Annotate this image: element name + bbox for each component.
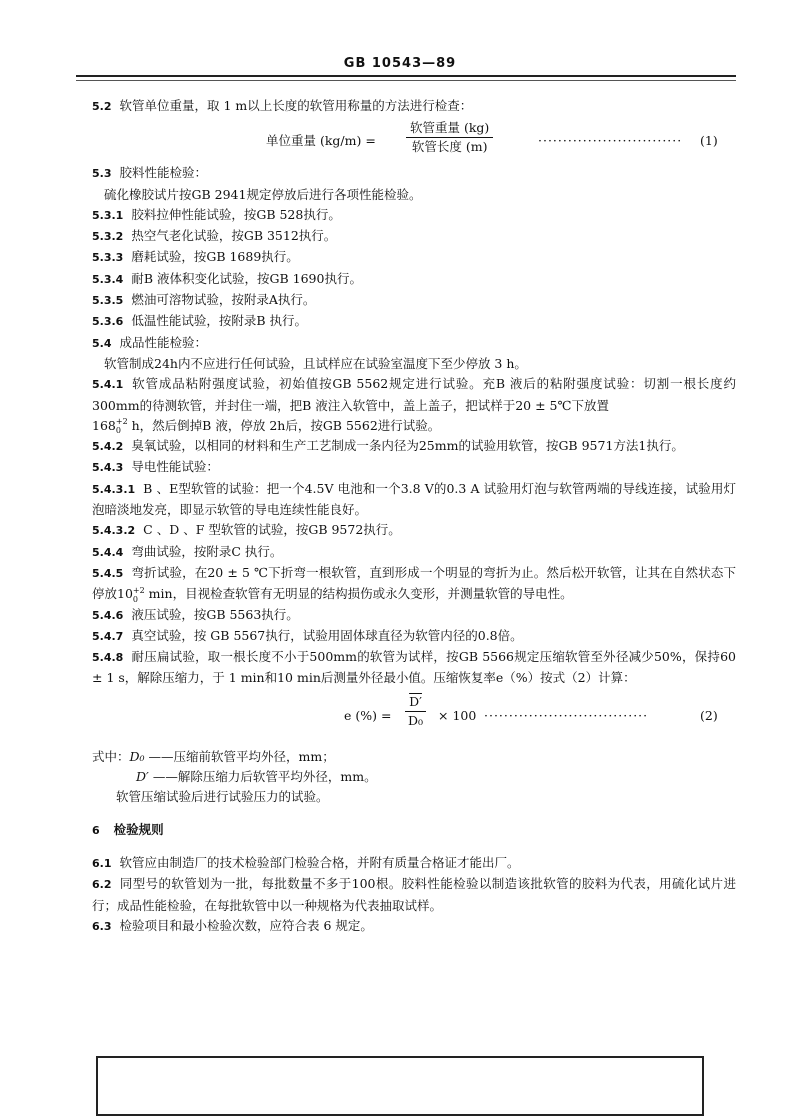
clause-text: 同型号的软管划为一批，每批数量不多于100根。胶料性能检验以制造该批软管的胶料为代表，用硫化试片进行；成品性能检验，在每批软管中以一种规格为代表抽取试样。 [92, 876, 736, 913]
clause-number: 6.3 [92, 919, 112, 933]
clause-number: 5.4.2 [92, 440, 124, 454]
clause-text: 热空气老化试验，按GB 3512执行。 [131, 228, 337, 244]
clause-number: 5.4.8 [92, 651, 124, 665]
clause-5-3-5 [92, 290, 736, 311]
clause-6-3 [92, 916, 736, 937]
clause-5-4-7 [92, 626, 736, 647]
clause-6-2 [92, 874, 736, 916]
clause-text-tail-b: h，然后倒掉B 液，停放 2h后，按GB 5562进行试验。 [127, 417, 441, 433]
clause-5-4-8 [92, 647, 736, 689]
clause-number: 5.3.3 [92, 251, 124, 265]
clause-text: 成品性能检验： [119, 334, 208, 350]
clause-number: 5.2 [92, 100, 112, 113]
clause-text: 臭氧试验，以相同的材料和生产工艺制成一条内径为25mm的试验用软管，按GB 9571方法1执行。 [131, 438, 684, 454]
tolerance-upper: +2 [115, 417, 128, 427]
compression-note: 软管压缩试验后进行试验压力的试验。 [116, 789, 329, 805]
clause-number: 5.4.4 [92, 545, 124, 559]
clause-text-a: 弯折试验，在20 ± 5 ℃下折弯一根软管，直到形成一个明显的弯折为止。然后松开软管，让其在自然状态下停放10 [92, 564, 736, 602]
header-rule-thin [76, 80, 736, 81]
clause-number: 5.4.3 [92, 461, 124, 475]
clause-5-4-3-2 [92, 520, 736, 541]
clause-5-2 [92, 96, 736, 117]
clause-number: 5.4.3.1 [92, 482, 136, 496]
clause-5-4-3-1 [92, 479, 736, 521]
clause-text: 软管成品粘附强度试验，初始值按GB 5562规定进行试验。充B 液后的粘附强度试验：切割一根长度约300mm的待测软管，并封住一端，把B 液注入软管中，盖上盖子，把试样于20 ± 5℃下放置 [92, 376, 736, 413]
formula-1-denominator: 软管长度 (m) [411, 139, 488, 155]
clause-text: 燃油可溶物试验，按附录A执行。 [131, 292, 316, 308]
clause-text: 检验项目和最小检验次数，应符合表 6 规定。 [119, 917, 373, 933]
clause-text-b: min，目视检查软管有无明显的结构损伤或永久变形，并测量软管的导电性。 [144, 586, 573, 602]
clause-text: 耐B 液体积变化试验，按GB 1690执行。 [131, 270, 362, 286]
spacer [92, 841, 736, 853]
formula-1-leader: ····························· [538, 133, 683, 149]
clause-number: 6.1 [92, 856, 112, 870]
formula-2-lhs: e (%) = [344, 707, 392, 723]
clause-number: 5.4.6 [92, 608, 124, 622]
clause-text: 软管单位重量，取 1 m以上长度的软管用称量的方法进行检查： [119, 98, 473, 113]
tolerance-upper: +2 [132, 585, 145, 595]
clause-5-3 [92, 163, 736, 184]
clause-number: 5.3.1 [92, 208, 124, 222]
formula-1-number: (1) [700, 133, 718, 149]
clause-5-3-1 [92, 205, 736, 226]
clause-number: 5.3.4 [92, 272, 124, 286]
formula-2-number: (2) [700, 707, 718, 723]
clause-number: 5.4.7 [92, 629, 124, 643]
formula-1-lhs: 单位重量 (kg/m) = [266, 133, 376, 149]
symbol: D₀ [129, 748, 145, 764]
standard-code-header: GB 10543—89 [343, 56, 457, 71]
clause-number: 5.3.2 [92, 230, 124, 244]
clause-text: 真空试验，按 GB 5567执行，试验用固体球直径为软管内径的0.8倍。 [131, 627, 523, 643]
clause-5-4-1 [92, 374, 736, 436]
clause-5-3-3 [92, 247, 736, 268]
section-title: 检验规则 [113, 821, 164, 837]
clause-number: 5.4.3.2 [92, 524, 136, 538]
clause-number: 5.3.6 [92, 315, 124, 329]
clause-5-4-4 [92, 542, 736, 563]
symbol-definition-2 [92, 767, 736, 787]
formula-1 [92, 117, 736, 163]
clause-text: 低温性能试验，按附录B 执行。 [131, 313, 307, 329]
formula-2-numerator: D′ [405, 693, 426, 712]
formula-2 [92, 689, 736, 741]
where-lead: 式中： [92, 748, 130, 764]
formula-2-rhs: × 100 [438, 707, 477, 723]
clause-number: 5.4 [92, 336, 112, 350]
clause-number: 5.3.5 [92, 294, 124, 308]
clause-5-4-5 [92, 563, 736, 605]
symbol: D′ [136, 769, 149, 785]
formula-1-numerator: 软管重量 (kg) [406, 119, 493, 138]
document-body [92, 96, 736, 937]
clause-text: B 、E型软管的试验：把一个4.5V 电池和一个3.8 V的0.3 A 试验用灯泡与软管两端的导线连接，试验用灯泡暗淡地发亮，即显示软管的导电连续性能良好。 [92, 480, 736, 518]
clause-text: 弯曲试验，按附录C 执行。 [131, 543, 283, 559]
formula-1-fraction [406, 119, 493, 156]
tolerance [133, 586, 145, 604]
symbol-definition-1 [92, 747, 736, 767]
clause-text: 耐压扁试验，取一根长度不小于500mm的软管为试样，按GB 5566规定压缩软管至外径减少50%，保持60 ± 1 s，解除压缩力，于 1 min和10 min后测量外径最小值。压缩恢复率e（%）按式（2）计算： [92, 649, 736, 686]
section-number: 6 [92, 823, 100, 837]
table-6-frame [96, 1056, 704, 1116]
clause-number: 6.2 [92, 878, 112, 892]
clause-6-1 [92, 853, 736, 874]
clause-5-4-3 [92, 457, 736, 478]
clause-5-4-2 [92, 436, 736, 457]
clause-text: 液压试验，按GB 5563执行。 [131, 606, 299, 622]
header-rule-thick [76, 75, 736, 77]
clause-5-3-6 [92, 311, 736, 332]
spacer [92, 808, 736, 820]
clause-number: 5.4.1 [92, 378, 124, 392]
clause-text-tail-a: 168 [92, 417, 116, 433]
symbol-description: ——压缩前软管平均外径，mm； [148, 748, 335, 764]
clause-5-4 [92, 333, 736, 354]
clause-text: 胶料拉伸性能试验，按GB 528执行。 [131, 206, 341, 222]
clause-5-3-4 [92, 269, 736, 290]
tolerance [116, 417, 128, 435]
clause-text: 软管应由制造厂的技术检验部门检验合格，并附有质量合格证才能出厂。 [119, 854, 520, 870]
clause-text: 导电性能试验： [131, 459, 219, 475]
clause-text: 磨耗试验，按GB 1689执行。 [131, 249, 299, 265]
formula-2-denominator: D₀ [408, 712, 424, 728]
clause-5-3-2 [92, 226, 736, 247]
clause-5-4-6 [92, 605, 736, 626]
tolerance-lower: 0 [115, 426, 121, 436]
clause-number: 5.3 [92, 167, 112, 181]
clause-5-3-body: 硫化橡胶试片按GB 2941规定停放后进行各项性能检验。 [104, 186, 422, 202]
clause-number: 5.4.5 [92, 566, 124, 580]
formula-2-fraction [404, 693, 427, 730]
clause-5-4-body: 软管制成24h内不应进行任何试验，且试样应在试验室温度下至少停放 3 h。 [104, 355, 527, 371]
clause-text: 胶料性能检验： [119, 165, 208, 181]
symbol-description: ——解除压缩力后软管平均外径，mm。 [152, 769, 377, 785]
clause-text: C 、D 、F 型软管的试验，按GB 9572执行。 [143, 522, 401, 538]
formula-2-leader: ································· [484, 707, 649, 723]
tolerance-lower: 0 [132, 594, 138, 604]
section-6-heading [92, 820, 736, 841]
